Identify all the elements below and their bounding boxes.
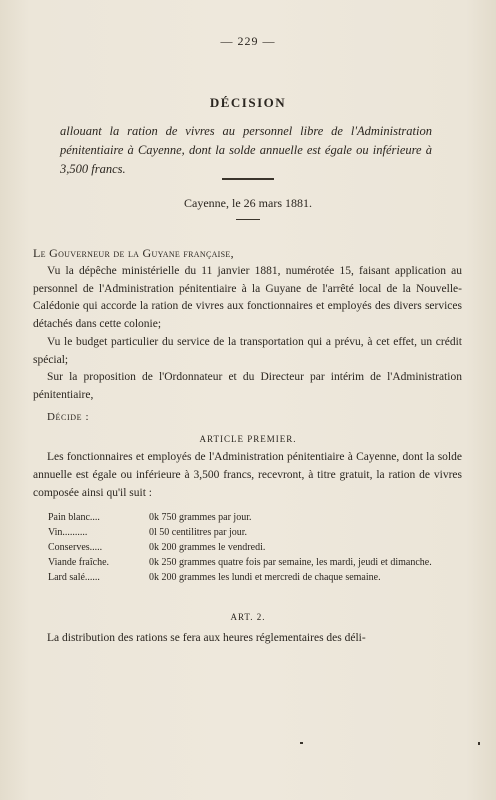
paper-speck	[300, 742, 303, 744]
ration-quantity: 0k 750 grammes par jour.	[149, 512, 252, 523]
article-2-heading: ART. 2.	[230, 612, 266, 622]
paper-speck	[478, 742, 480, 745]
ration-quantity: 0k 200 grammes les lundi et mercredi de chaque semaine.	[149, 572, 381, 583]
title-divider	[222, 178, 274, 180]
consideration-1: Vu la dépêche ministérielle du 11 janvier 1881, numérotée 15, faisant application au personnel de l'Administration pénitentiaire à la Guyane de l'arrêté local de la Nouvelle-Calédonie qui accorde la ration de vivres aux fonctionnaires et employés des divers services détachés dans cette colonie;	[33, 265, 462, 330]
ration-item: Pain blanc....	[48, 512, 100, 523]
ration-quantity: 0l 50 centilitres par jour.	[149, 527, 248, 538]
ration-item: Conserves.....	[48, 542, 103, 553]
ration-row	[48, 525, 468, 540]
ration-list	[48, 510, 468, 585]
article-2-text: La distribution des rations se fera aux heures réglementaires des déli-	[47, 632, 366, 644]
decide-heading: Décide :	[47, 411, 90, 423]
decision-title: DÉCISION	[209, 95, 287, 110]
ration-item: Viande fraîche.	[48, 557, 110, 568]
ration-quantity: 0k 250 grammes quatre fois par semaine, les mardi, jeudi et dimanche.	[149, 557, 432, 568]
ration-item: Vin..........	[48, 527, 88, 538]
ration-row	[48, 555, 468, 570]
consideration-3: Sur la proposition de l'Ordonnateur et du Directeur par intérim de l'Administration pénitentiaire,	[33, 371, 462, 401]
governor-heading: Le Gouverneur de la Guyane française,	[33, 246, 234, 260]
article-1-heading: ARTICLE PREMIER.	[199, 434, 297, 444]
ration-quantity: 0k 200 grammes le vendredi.	[149, 542, 266, 553]
dateline: Cayenne, le 26 mars 1881.	[184, 196, 312, 210]
decision-subtitle: allouant la ration de vivres au personnel libre de l'Administration pénitentiaire à Cayenne, dont la solde annuelle est égale ou inférieure à 3,500 francs.	[60, 124, 432, 176]
ration-row	[48, 510, 468, 525]
dateline-divider	[236, 219, 260, 220]
consideration-2: Vu le budget particulier du service de la transportation qui a prévu, à cet effet, un crédit spécial;	[33, 336, 462, 366]
article-1-text: Les fonctionnaires et employés de l'Administration pénitentiaire à Cayenne, dont la solde annuelle est égale ou inférieure à 3,500 francs, recevront, à titre gratuit, la ration de vivres composée ainsi qu'il suit :	[33, 451, 462, 499]
ration-row	[48, 540, 468, 555]
page-number: — 229 —	[220, 34, 276, 48]
ration-row	[48, 570, 468, 585]
ration-item: Lard salé......	[48, 572, 100, 583]
